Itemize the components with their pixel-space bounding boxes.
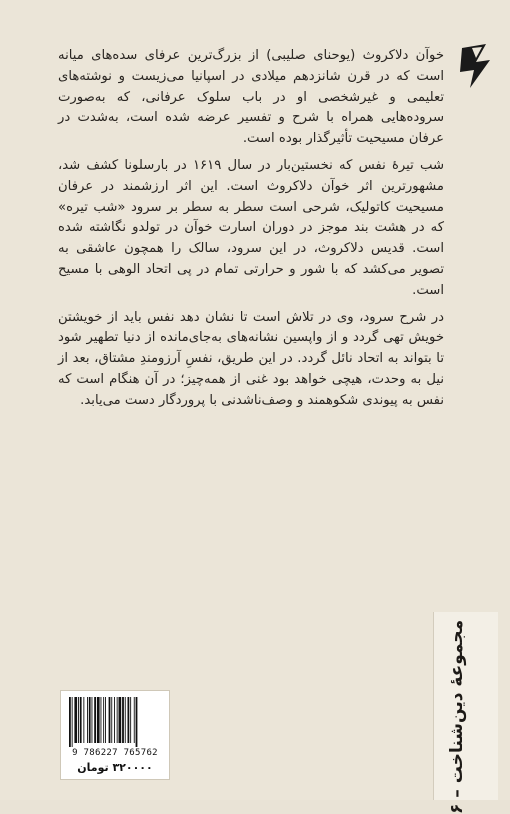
blurb-paragraph-3: در شرح سرود، وی در تلاش است تا نشان دهد نفس باید از خویشتن خویش تهی گردد و از واپسین نشانه‌های به‌جای‌مانده از دنیا تطهیر شود تا بتواند به اتحاد نائل گردد. در این طریق، نفسِ آرزومندِ مشتاق، بعد از نیل به وحدت، هیچی خواهد بود غنی از همه‌چیز؛ در آن هنگام است که نفس به پیوندی شکوهمند و وصف‌ناشدنی با پروردگار دست می‌یابد. — [58, 309, 444, 408]
isbn-number: 9 786227 765762 — [72, 748, 158, 758]
back-cover-blurb — [58, 46, 444, 412]
barcode-label — [60, 690, 170, 780]
series-title: مجموعهٔ دین‌شناخت – ۶ — [447, 620, 467, 814]
publisher-logo-icon — [456, 40, 496, 92]
barcode-icon — [69, 697, 161, 747]
price-label: ۳۲۰۰۰۰ تومان — [77, 761, 153, 774]
blurb-paragraph-2: شب تیرهٔ نفس که نخستین‌بار در سال ۱۶۱۹ در بارسلونا کشف شد، مشهورترین اثر خوآن دلاکروث است. این اثر ارزشمند در عرفان مسیحیت کاتولیک، شرحی است سطر به سطر بر سرود «شب تیره» که در هشت بند موجز در دوران اسارت خوآن در تولدو نگاشته شده است. قدیس دلاکروث، در این سرود، سالک را همچون عاشقی به تصویر می‌کشد که با شور و حرارتی تمام در پی اتحاد الوهی با مسیح است. — [58, 157, 444, 298]
blurb-paragraph-1: خوآن دلاکروث (یوحنای صلیبی) از بزرگ‌ترین عرفای سده‌های میانه است که در قرن شانزدهم میلادی در اسپانیا می‌زیست و نوشته‌های تعلیمی و غیرشخصی او در باب سلوک عرفانی، که به‌صورت سروده‌هایی همراه با شرح و تفسیر عرضه شده است، به‌شدت در عرفان مسیحیت تأثیرگذار بوده است. — [58, 48, 444, 147]
